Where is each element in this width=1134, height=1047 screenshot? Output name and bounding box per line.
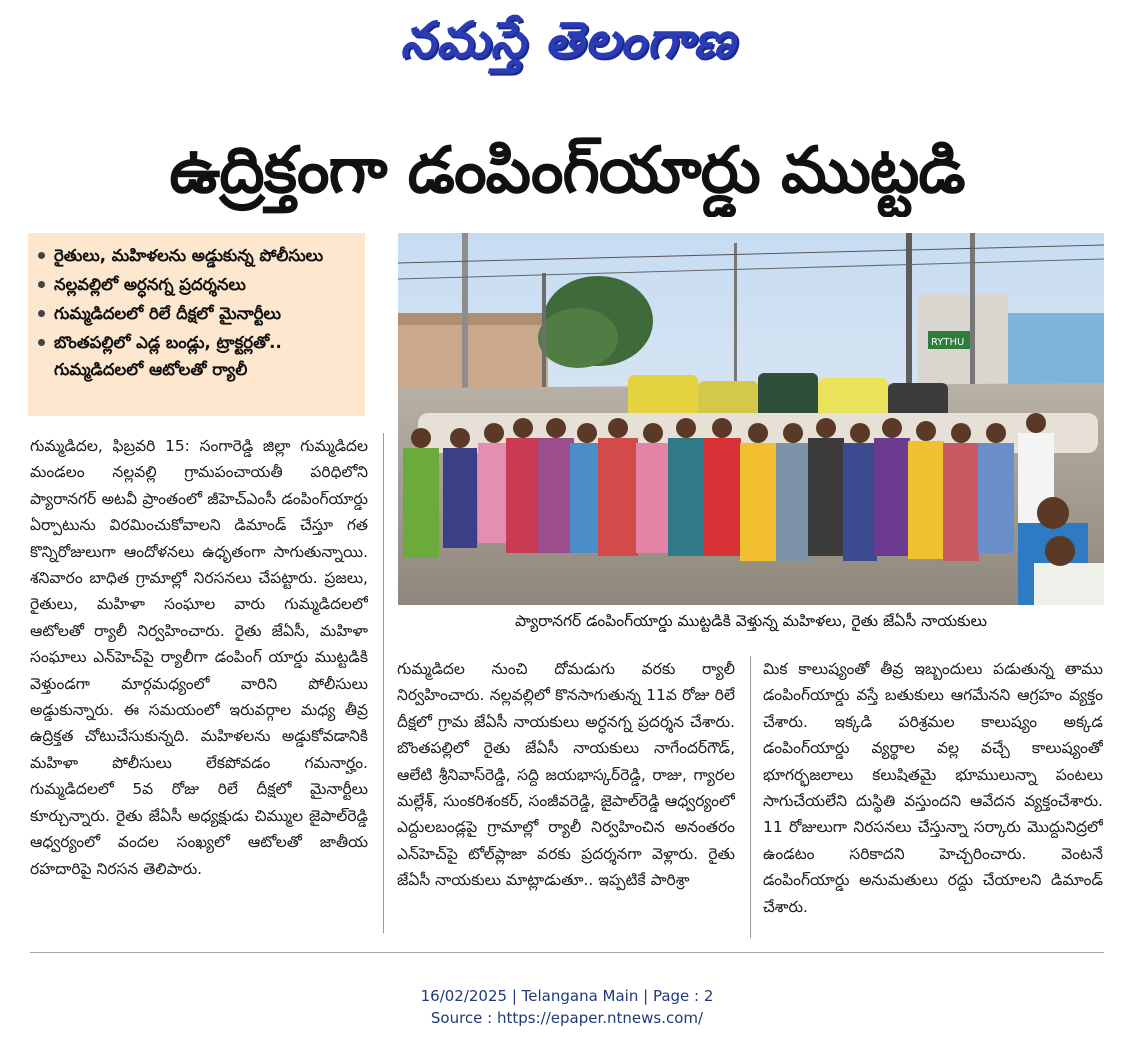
newspaper-title: నమస్తే తెలంగాణ: [400, 11, 736, 69]
footer-date-edition: 16/02/2025 | Telangana Main | Page : 2: [420, 987, 714, 1005]
footer-source: Source : https://epaper.ntnews.com/: [430, 1009, 704, 1027]
photo-caption: ప్యారానగర్ డంపింగ్‌యార్డు ముట్టడికి వెళ్తున్న మహిళలు, రైతు జేఏసీ నాయకులు: [515, 612, 987, 630]
news-photo: [398, 233, 1104, 605]
bullet-icon: [38, 281, 45, 288]
article-headline: ఉద్రిక్తంగా డంపింగ్‌యార్డు ముట్టడి: [169, 134, 965, 208]
highlights-box: [28, 233, 365, 416]
highlight-item: గుమ్మడిదలలో రిలే దీక్షలో మైనార్టీలు: [36, 299, 359, 328]
column-divider: [383, 433, 384, 933]
article-column-3: మిక కాలుష్యంతో తీవ్ర ఇబ్బందులు పడుతున్న తాము డంపింగ్‌యార్డు వస్తే బతుకులు ఆగమేనని ఆగ్రహం వ్యక్తం చేశారు. ఇక్కడి పరిశ్రమల కాలుష్యం అక్కడ డంపింగ్‌యార్డు వ్యర్థాల వల్ల వచ్చే కాలుష్యంతో భూగర్భజలాలు కలుషితమై భూములున్నా పంటలు సాగుచేయలేని దుస్థితి వస్తుందని ఆవేదన వ్యక్తంచేశారు. 11 రోజులుగా నిరసనలు చేస్తున్నా సర్కారు మొద్దునిద్రలో ఉండటం సరికాదని హెచ్చరించారు. వెంటనే డంపింగ్‌యార్డు అనుమతులు రద్దు చేయాలని డిమాండ్ చేశారు.: [763, 660, 1103, 916]
bullet-icon: [38, 252, 45, 259]
bullet-icon: [38, 310, 45, 317]
highlight-item: రైతులు, మహిళలను అడ్డుకున్న పోలీసులు: [36, 241, 359, 270]
article-column-2: గుమ్మడిదల నుంచి దోమడుగు వరకు ర్యాలీ నిర్వహించారు. నల్లవల్లిలో కొనసాగుతున్న 11వ రోజు రిలే దీక్షలో గ్రామ జేఏసీ నాయకులు అర్ధనగ్న ప్రదర్శన చేశారు. బొంతపల్లిలో రైతు జేఏసీ నాయకులు నాగేందర్‌గౌడ్, ఆలేటి శ్రీనివాస్‌రెడ్డి, సద్ది జయభాస్కర్‌రెడ్డి, రాజు, గ్యారల మల్లేశ్, సుంకరిశంకర్, సంజీవరెడ్డి, జైపాల్‌రెడ్డి ఆధ్వర్యంలో ఎద్దులబండ్లపై గ్రామాల్లో ర్యాలీ నిర్వహించిన అనంతరం ఎన్‌హెచ్‌పై టోల్‌ప్లాజా వరకు ప్రదర్శనగా వెళ్లారు. రైతు జేఏసీ నాయకులు మాట్లాడుతూ.. ఇప్పటికే పారిశ్రా: [397, 660, 735, 890]
highlight-continuation: గుమ్మడిదలలో ఆటోలతో ర్యాలీ: [54, 360, 248, 379]
footer-divider: [30, 952, 1104, 953]
bullet-icon: [38, 339, 45, 346]
highlight-item: నల్లవల్లిలో అర్ధనగ్న ప్రదర్శనలు: [36, 270, 359, 299]
column-divider: [750, 656, 751, 938]
highlight-item: బొంతపల్లిలో ఎడ్ల బండ్లు, ట్రాక్టర్లతో.. గుమ్మడిదలలో ఆటోలతో ర్యాలీ: [36, 328, 359, 383]
shop-sign-text: RYTHU: [931, 337, 965, 348]
masthead: [0, 0, 1134, 82]
article-column-1: గుమ్మడిదల, ఫిబ్రవరి 15: సంగారెడ్డి జిల్లా గుమ్మడిదల మండలం నల్లవల్లి గ్రామపంచాయతీ పరిధిలోని ప్యారానగర్ అటవీ ప్రాంతంలో జీహెచ్‌ఎంసీ డంపింగ్‌యార్డు ఏర్పాటును విరమించుకోవాలని డిమాండ్ చేస్తూ గత కొన్నిరోజులుగా ఆందోళనలు ఉధృతంగా సాగుతున్నాయి. శనివారం బాధిత గ్రామాల్లో నిరసనలు చేపట్టారు. ప్రజలు, రైతులు, మహిళా సంఘాల వారు గుమ్మడిదలలో ఆటోలతో ర్యాలీ నిర్వహించారు. రైతు జేఏసీ, మహిళా సంఘాలు ఎన్‌హెచ్‌పై ర్యాలీగా డంపింగ్ యార్డు ముట్టడికి వెళ్తుండగా మార్గమధ్యంలో వారిని పోలీసులు అడ్డుకున్నారు. ఈ సమయంలో ఇరువర్గాల మధ్య తీవ్ర ఉద్రిక్తత చోటుచేసుకున్నది. మహిళలను అడ్డుకోవడానికి మహిళా పోలీసులు లేకపోవడం గమనార్హం. గుమ్మడిదలలో 5వ రోజు రిలే దీక్షలో మైనార్టీలు కూర్చున్నారు. రైతు జేఏసీ అధ్యక్షుడు చిమ్ముల జైపాల్‌రెడ్డి ఆధ్వర్యంలో వందల సంఖ్యలో ఆటోలతో జాతీయ రహదారిపై నిరసన తెలిపారు.: [30, 437, 368, 878]
